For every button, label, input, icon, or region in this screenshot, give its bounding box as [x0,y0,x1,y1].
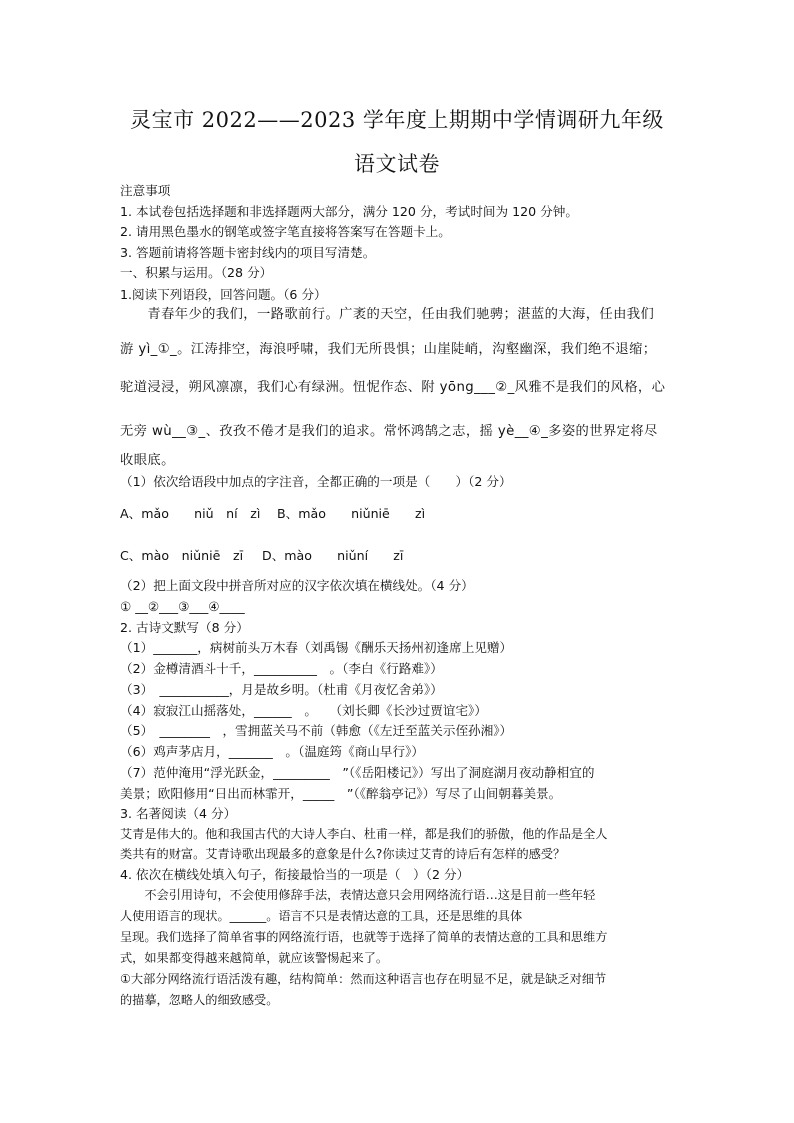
q4-text: 呈现。我们选择了简单省事的网络流行语，也就等于选择了简单的表情达意的工具和思维方 [120,930,608,944]
notes-heading: 注意事项 [120,183,171,198]
q1-sub1: （1）依次给语段中加点的字注音，全都正确的一项是（ ）（2 分） [120,474,512,489]
recite-item: （3） ___________，月是故乡明。（杜甫《月夜忆舍弟》） [120,682,443,697]
note-item-1: 1. 本试卷包括选择题和非选择题两大部分，满分 120 分，考试时间为 120 分钟。 [120,204,578,219]
q3-text: 类共有的财富。艾青诗歌出现最多的意象是什么?你读过艾青的诗后有怎样的感受？ [120,847,566,861]
option-b: B、mǎo niǔniē zì [277,506,426,521]
recite-item: （1）_______，病树前头万木春（刘禹锡《酬乐天扬州初逢席上见赠） [120,640,513,655]
recite-item: （5） ________ ，雪拥蓝关马不前（韩愈（《左迁至蓝关示侄孙湘》） [120,723,513,738]
option-a: A、mǎo niǔ ní zì [120,506,261,521]
exam-subtitle: 语文试卷 [354,152,440,176]
q4-text: 不会引用诗句，不会使用修辞手法，表情达意只会用网络流行语…这是目前一些年轻 [120,888,596,902]
q2-prompt: 2. 古诗文默写（8 分） [120,620,249,635]
q4-text: 的描摹，忽略人的细致感受。 [120,993,279,1007]
passage-line: 收眼底。 [120,453,175,468]
recite-item: （7）范仲淹用“浮光跃金，_________ ”（《岳阳楼记》）写出了洞庭湖月夜动静相宜的 [120,765,595,780]
option-c: C、mào niǔniē zī [120,548,244,563]
passage-line: 游 yì_①_。江涛排空，海浪呼啸，我们无所畏惧；山崖陡峭，沟壑幽深，我们绝不退缩； [120,342,657,357]
q3-prompt: 3. 名著阅读（4 分） [120,806,237,821]
recite-item: （4）寂寂江山摇落处，______ 。 （刘长卿《长沙过贾谊宅》） [120,703,487,718]
section-heading: 一、积累与运用。（28 分） [120,265,273,280]
q4-text: 式，如果都变得越来越简单，就应该警惕起来了。 [120,951,389,965]
q3-text: 艾青是伟大的。他和我国古代的大诗人李白、杜甫一样，都是我们的骄傲，他的作品是全人 [120,827,608,841]
passage-line: 青春年少的我们，一路歌前行。广袤的天空，任由我们驰骋；湛蓝的大海，任由我们 [120,307,655,322]
note-item-3: 3. 答题前请将答题卡密封线内的项目写清楚。 [120,245,376,260]
note-item-2: 2. 请用黑色墨水的钢笔或签字笔直接将答案写在答题卡上。 [120,224,451,239]
recite-item: 美景；欧阳修用“日出而林霏开，_____ ”（《醉翁亭记》）写尽了山间朝暮美景。 [120,786,562,801]
exam-title: 灵宝市 2022——2023 学年度上期期中学情调研九年级 [130,108,664,132]
q1-prompt: 1.阅读下列语段，回答问题。（6 分） [120,287,327,302]
recite-item: （6）鸡声茅店月，_______ 。（温庭筠《商山早行》） [120,744,424,759]
passage-line: 驼道浸浸，朔风凛凛，我们心有绿洲。忸怩作态、附 yōng___②_风雅不是我们的风格，心 [120,380,666,395]
passage-line: 无旁 wù__③_、孜孜不倦才是我们的追求。常怀鸿鹄之志，摇 yè__④_多姿的世界定将尽 [120,424,658,439]
answer-blanks: ① __②___③___④____ [120,599,245,614]
q1-sub2: （2）把上面文段中拼音所对应的汉字依次填在横线处。（4 分） [120,578,474,593]
recite-item: （2）金樽清酒斗十千，__________ 。（李白《行路难》） [120,661,443,676]
q4-text: 人使用语言的现状。______。语言不只是表情达意的工具，还是思维的具体 [120,909,523,923]
q4-text: ①大部分网络流行语活泼有趣，结构简单：然而这种语言也存在明显不足，就是缺乏对细节 [120,972,607,986]
q4-prompt: 4. 依次在横线处填入句子，衔接最恰当的一项是（ ）（2 分） [120,867,470,882]
option-d: D、mào niǔní zī [262,548,404,563]
